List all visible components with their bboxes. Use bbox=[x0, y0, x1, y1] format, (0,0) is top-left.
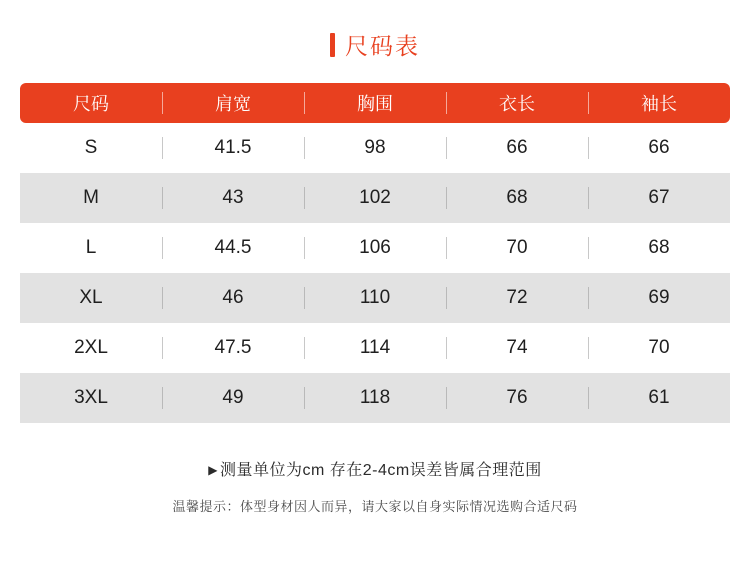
page-title-text: 尺码表 bbox=[345, 33, 420, 59]
table-row bbox=[20, 123, 730, 173]
cell-size: 3XL bbox=[20, 373, 162, 423]
cell-length: 70 bbox=[446, 223, 588, 273]
cell-shoulder: 47.5 bbox=[162, 323, 304, 373]
column-header-bust: 胸围 bbox=[304, 83, 446, 123]
column-header-length: 衣长 bbox=[446, 83, 588, 123]
table-row bbox=[20, 173, 730, 223]
cell-bust: 106 bbox=[304, 223, 446, 273]
cell-sleeve: 70 bbox=[588, 323, 730, 373]
cell-shoulder: 46 bbox=[162, 273, 304, 323]
cell-shoulder: 49 bbox=[162, 373, 304, 423]
table-row bbox=[20, 273, 730, 323]
size-table-head bbox=[20, 83, 730, 123]
table-row bbox=[20, 223, 730, 273]
cell-size: 2XL bbox=[74, 337, 108, 358]
cell-bust: 118 bbox=[304, 373, 446, 423]
measurement-note-text: 测量单位为cm 存在2-4cm误差皆属合理范围 bbox=[220, 462, 542, 479]
cell-sleeve: 66 bbox=[588, 123, 730, 173]
cell-bust: 98 bbox=[304, 123, 446, 173]
title-accent-bar bbox=[330, 33, 335, 57]
cell-length: 76 bbox=[446, 373, 588, 423]
cell-length: 72 bbox=[446, 273, 588, 323]
triangle-marker-icon: ▶ bbox=[208, 463, 218, 477]
cell-size: L bbox=[85, 237, 97, 258]
cell-bust: 110 bbox=[304, 273, 446, 323]
cell-bust: 114 bbox=[304, 323, 446, 373]
table-row bbox=[20, 373, 730, 423]
cell-size: S bbox=[84, 137, 98, 158]
cell-sleeve: 61 bbox=[588, 373, 730, 423]
column-header-shoulder: 肩宽 bbox=[162, 83, 304, 123]
cell-sleeve: 69 bbox=[588, 273, 730, 323]
page-title bbox=[0, 28, 750, 61]
cell-length: 66 bbox=[446, 123, 588, 173]
cell-shoulder: 43 bbox=[162, 173, 304, 223]
table-header-row bbox=[20, 83, 730, 123]
cell-size: XL bbox=[20, 273, 162, 323]
cell-sleeve: 68 bbox=[588, 223, 730, 273]
cell-bust: 102 bbox=[304, 173, 446, 223]
table-row bbox=[20, 323, 730, 373]
cell-size: M bbox=[20, 173, 162, 223]
tip-note: 温馨提示：体型身材因人而异，请大家以自身实际情况选购合适尺码 bbox=[172, 499, 578, 514]
column-header-size: 尺码 bbox=[20, 83, 162, 123]
size-table-body bbox=[20, 123, 730, 423]
cell-length: 74 bbox=[446, 323, 588, 373]
cell-shoulder: 44.5 bbox=[162, 223, 304, 273]
cell-shoulder: 41.5 bbox=[162, 123, 304, 173]
size-table bbox=[20, 83, 730, 423]
column-header-sleeve: 袖长 bbox=[588, 83, 730, 123]
measurement-note bbox=[0, 457, 750, 480]
cell-sleeve: 67 bbox=[588, 173, 730, 223]
size-chart-page bbox=[0, 28, 750, 578]
cell-length: 68 bbox=[446, 173, 588, 223]
